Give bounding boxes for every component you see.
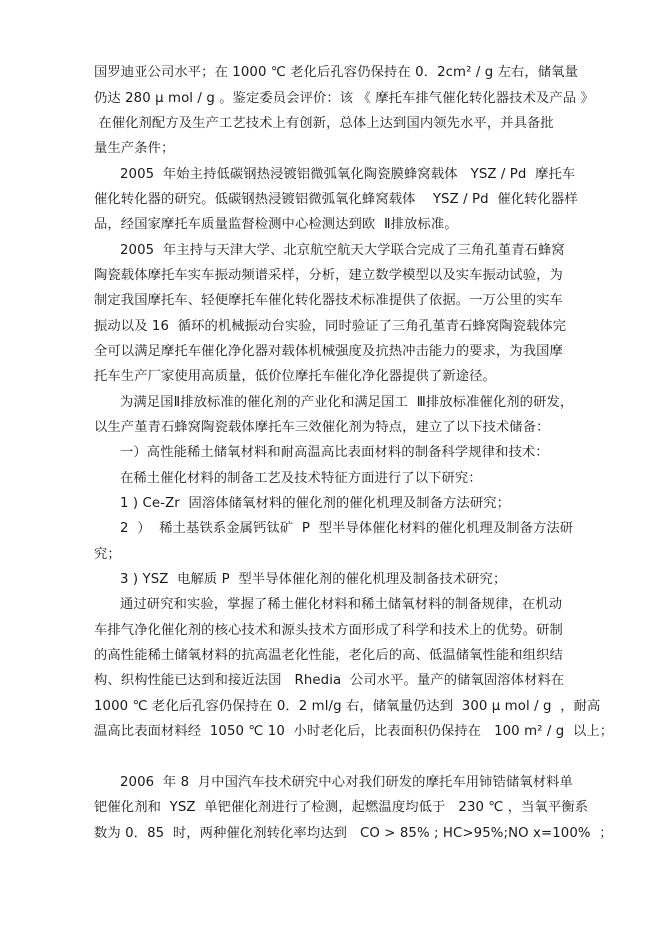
text-line: 2005 年主持与天津大学、北京航空航天大学联合完成了三角孔堇青石蜂窝 — [120, 243, 565, 258]
text-line: 2 ） 稀土基铁系金属钙钛矿 P 型半导体催化材料的催化机理及制备方法研 — [120, 521, 574, 536]
text-line: 车排气净化催化剂的核心技术和源头技术方面形成了科学和技术上的优势。研制 — [94, 623, 563, 638]
text-line: 1 ) Ce-Zr 固溶体储氧材料的催化剂的催化机理及制备方法研究； — [120, 496, 511, 511]
text-line: 温高比表面材料经 1050 ℃ 10 小时老化后，比表面积仍保持在 100 m² / g 以上； — [94, 724, 614, 739]
text-line: 全可以满足摩托车催化净化器对载体机械强度及抗热冲击能力的要求，为我国摩 — [94, 344, 563, 359]
text-line: 托车生产厂家使用高质量，低价位摩托车催化净化器提供了新途径。 — [94, 369, 496, 384]
text-line: 构、织构性能已达到和接近法国 Rhedia 公司水平。量产的储氧固溶体材料在 — [94, 673, 565, 688]
text-line: 陶瓷载体摩托车实车振动频谱采样，分析，建立数学模型以及实车振动试验，为 — [94, 268, 563, 283]
text-line: 在催化剂配方及生产工艺技术上有创新，总体上达到国内领先水平，并具备批 — [94, 116, 554, 131]
text-line: 为满足国Ⅱ排放标准的催化剂的产业化和满足国工 Ⅲ排放标准催化剂的研发， — [120, 395, 574, 410]
text-line: 国罗迪亚公司水平；在 1000 ℃ 老化后孔容仍保持在 0．2cm² / g 左右，储氧量 — [94, 65, 579, 80]
text-line: 振动以及 16 循环的机械振动台实验，同时验证了三角孔堇青石蜂窝陶瓷载体完 — [94, 319, 567, 334]
text-line: 量生产条件； — [94, 141, 175, 156]
text-line: 1000 ℃ 老化后孔容仍保持在 0．2 ml/g 右，储氧量仍达到 300 μ mol / g ，耐高 — [94, 699, 601, 714]
text-line: 制定我国摩托车、轻便摩托车催化转化器技术标准提供了依据。一万公里的实车 — [94, 293, 563, 308]
text-line: 数为 0．85 时，两种催化剂转化率均达到 CO > 85% ; HC>95%;NO x=100% ； — [94, 826, 613, 841]
text-line: 究； — [94, 547, 121, 562]
text-line: 2006 年 8 月中国汽车技术研究中心对我们研发的摩托车用铈锆储氧材料单 — [120, 775, 573, 790]
text-line: 钯催化剂和 YSZ 单钯催化剂进行了检测，起燃温度均低于 230 ℃ ，当氧平衡系 — [94, 800, 589, 815]
text-line: 催化转化器的研究。低碳钢热浸镀铝微弧氧化蜂窝载体 YSZ / Pd 催化转化器样 — [94, 192, 578, 207]
text-line: 的高性能稀土储氧材料的抗高温老化性能，老化后的高、低温储氧性能和组织结 — [94, 648, 563, 663]
text-line: 一）高性能稀土储氧材料和耐高温高比表面材料的制备科学规律和技术： — [120, 445, 549, 460]
text-line: 以生产堇青石蜂窝陶瓷载体摩托车三效催化剂为特点，建立了以下技术储备： — [94, 420, 550, 435]
text-line: 通过研究和实验，掌握了稀土催化材料和稀土储氧材料的制备规律，在机动 — [120, 597, 563, 612]
text-line: 品，经国家摩托车质量监督检测中心检测达到欧 Ⅱ排放标准。 — [94, 217, 458, 232]
text-line: 在稀土催化材料的制备工艺及技术特征方面进行了以下研究： — [120, 471, 482, 486]
text-line: 3 ) YSZ 电解质 P 型半导体催化剂的催化机理及制备技术研究； — [120, 572, 507, 587]
text-line: 仍达 280 μ mol / g 。鉴定委员会评价：该 《 摩托车排气催化转化器技术及产品 》 — [94, 91, 594, 106]
text-line: 2005 年始主持低碳钢热浸镀铝微弧氧化陶瓷膜蜂窝载体 YSZ / Pd 摩托车 — [120, 167, 576, 182]
